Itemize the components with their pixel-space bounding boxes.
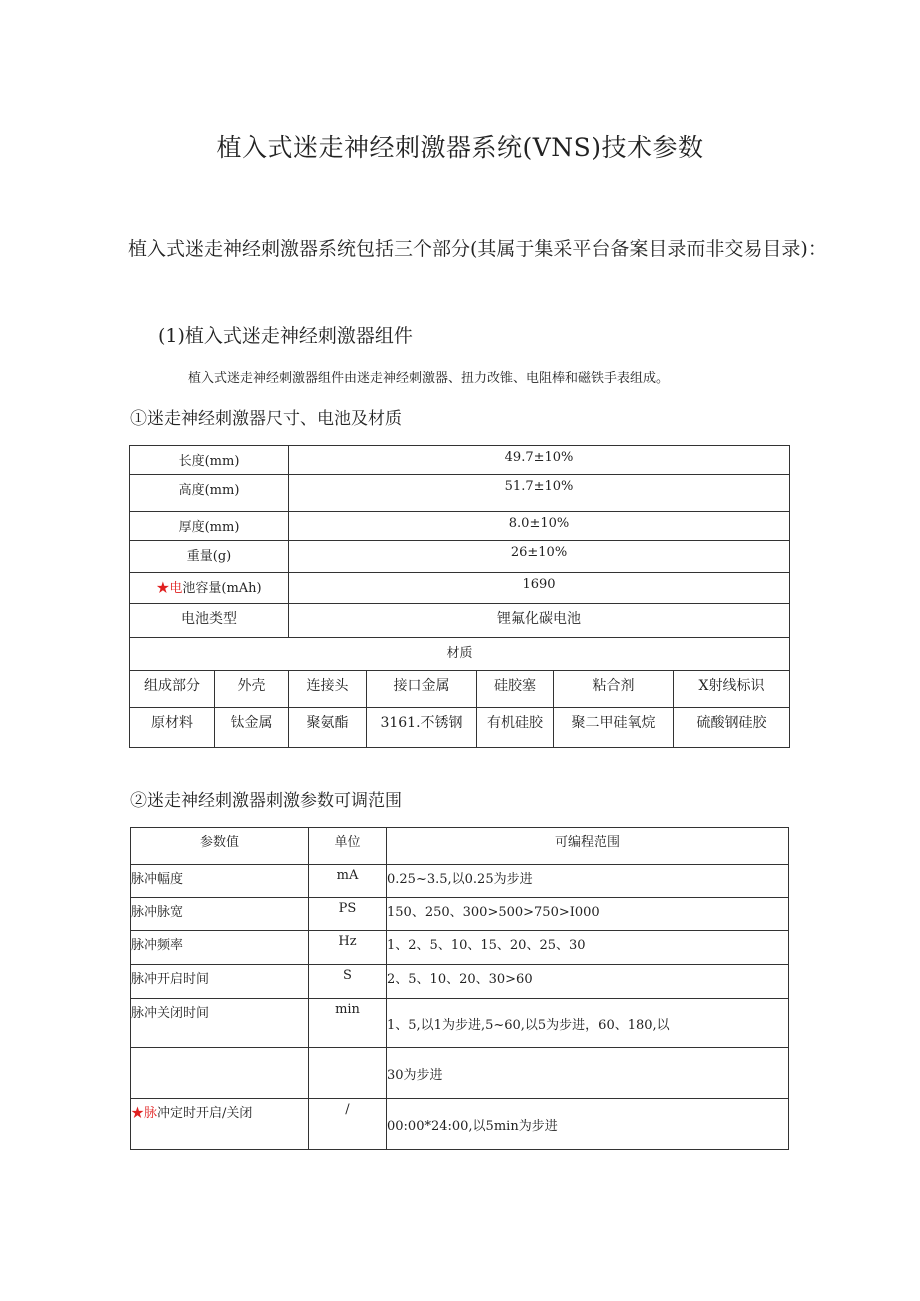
param-name: [131, 1048, 309, 1099]
table-row: [131, 965, 789, 999]
material-val: 聚氨酯: [289, 708, 367, 748]
row-value: 1690: [289, 573, 790, 604]
table-header-row: [131, 828, 789, 865]
material-header: 材质: [130, 638, 790, 671]
param-unit: mA: [309, 865, 387, 898]
table-row: [130, 708, 790, 748]
label-text: 池容量(mAh): [182, 581, 262, 596]
param-unit: min: [309, 999, 387, 1048]
material-col: 外壳: [215, 671, 289, 708]
param-unit: Hz: [309, 931, 387, 965]
subsection-heading-2: ②迷走神经刺激器刺激参数可调范围: [130, 791, 402, 811]
table-row: [131, 898, 789, 931]
param-unit: [309, 1048, 387, 1099]
row-label: 长度(mm): [130, 446, 289, 475]
param-range: 2、5、10、20、30>60: [387, 965, 789, 999]
row-label: 厚度(mm): [130, 512, 289, 541]
row-label: 高度(mm): [130, 475, 289, 512]
label-red-char: 脉: [144, 1106, 158, 1121]
table-row: [131, 865, 789, 898]
subsection-heading-1: ①迷走神经刺激器尺寸、电池及材质: [130, 409, 402, 429]
material-col: X射线标识: [674, 671, 790, 708]
table-row: [130, 475, 790, 512]
row-value: 26±10%: [289, 541, 790, 573]
material-col: 组成部分: [130, 671, 215, 708]
param-range: 150、250、300>500>750>I000: [387, 898, 789, 931]
table-row: [131, 1099, 789, 1150]
row-value: 49.7±10%: [289, 446, 790, 475]
table-row: [130, 446, 790, 475]
star-icon: ★: [156, 581, 170, 596]
dimensions-table: [129, 445, 790, 748]
param-name: 脉冲关闭时间: [131, 999, 309, 1048]
row-value: 51.7±10%: [289, 475, 790, 512]
header-param: 参数值: [131, 828, 309, 865]
param-name: 脉冲频率: [131, 931, 309, 965]
material-val: 硫酸钢硅胶: [674, 708, 790, 748]
row-label: 电池类型: [130, 604, 289, 638]
param-unit: /: [309, 1099, 387, 1150]
param-range: 0.25~3.5,以0.25为步进: [387, 865, 789, 898]
row-value: 锂氟化碳电池: [289, 604, 790, 638]
header-range: 可编程范围: [387, 828, 789, 865]
star-icon: ★: [131, 1106, 145, 1121]
param-unit: PS: [309, 898, 387, 931]
row-label: 重量(g): [130, 541, 289, 573]
row-label: [130, 573, 289, 604]
material-col: 硅胶塞: [477, 671, 554, 708]
table-row: [130, 541, 790, 573]
material-val: 有机硅胶: [477, 708, 554, 748]
label-red-char: 电: [169, 581, 183, 596]
section-heading: (1)植入式迷走神经刺激器组件: [158, 325, 413, 347]
table-row: [131, 1048, 789, 1099]
param-name: 脉冲幅度: [131, 865, 309, 898]
param-name: 脉冲开启时间: [131, 965, 309, 999]
material-col: 连接头: [289, 671, 367, 708]
intro-paragraph: 植入式迷走神经刺激器系统包括三个部分(其属于集采平台备案目录而非交易目录)：: [128, 238, 827, 260]
param-range: 1、2、5、10、15、20、25、30: [387, 931, 789, 965]
material-col: 粘合剂: [554, 671, 674, 708]
label-text: 冲定时开启/关闭: [157, 1106, 253, 1121]
row-value: 8.0±10%: [289, 512, 790, 541]
table-row: [130, 573, 790, 604]
parameters-table: [130, 827, 789, 1150]
section-description: 植入式迷走神经刺激器组件由迷走神经刺激器、扭力改锥、电阻棒和磁铁手表组成。: [188, 371, 670, 386]
table-row: [130, 671, 790, 708]
param-name: [131, 1099, 309, 1150]
header-unit: 单位: [309, 828, 387, 865]
table-row: [131, 999, 789, 1048]
material-val: 钛金属: [215, 708, 289, 748]
material-val: 聚二甲硅氧烷: [554, 708, 674, 748]
table-row: [130, 638, 790, 671]
param-range: 30为步进: [387, 1048, 789, 1099]
material-col: 接口金属: [367, 671, 477, 708]
page-title: 植入式迷走神经刺激器系统(VNS)技术参数: [216, 133, 704, 162]
material-val: 原材料: [130, 708, 215, 748]
table-row: [130, 512, 790, 541]
param-unit: S: [309, 965, 387, 999]
table-row: [131, 931, 789, 965]
param-name: 脉冲脉宽: [131, 898, 309, 931]
table-row: [130, 604, 790, 638]
material-val: 3161.不锈钢: [367, 708, 477, 748]
param-range: 00:00*24:00,以5min为步进: [387, 1099, 789, 1150]
param-range: 1、5,以1为步进,5~60,以5为步进，60、180,以: [387, 999, 789, 1048]
